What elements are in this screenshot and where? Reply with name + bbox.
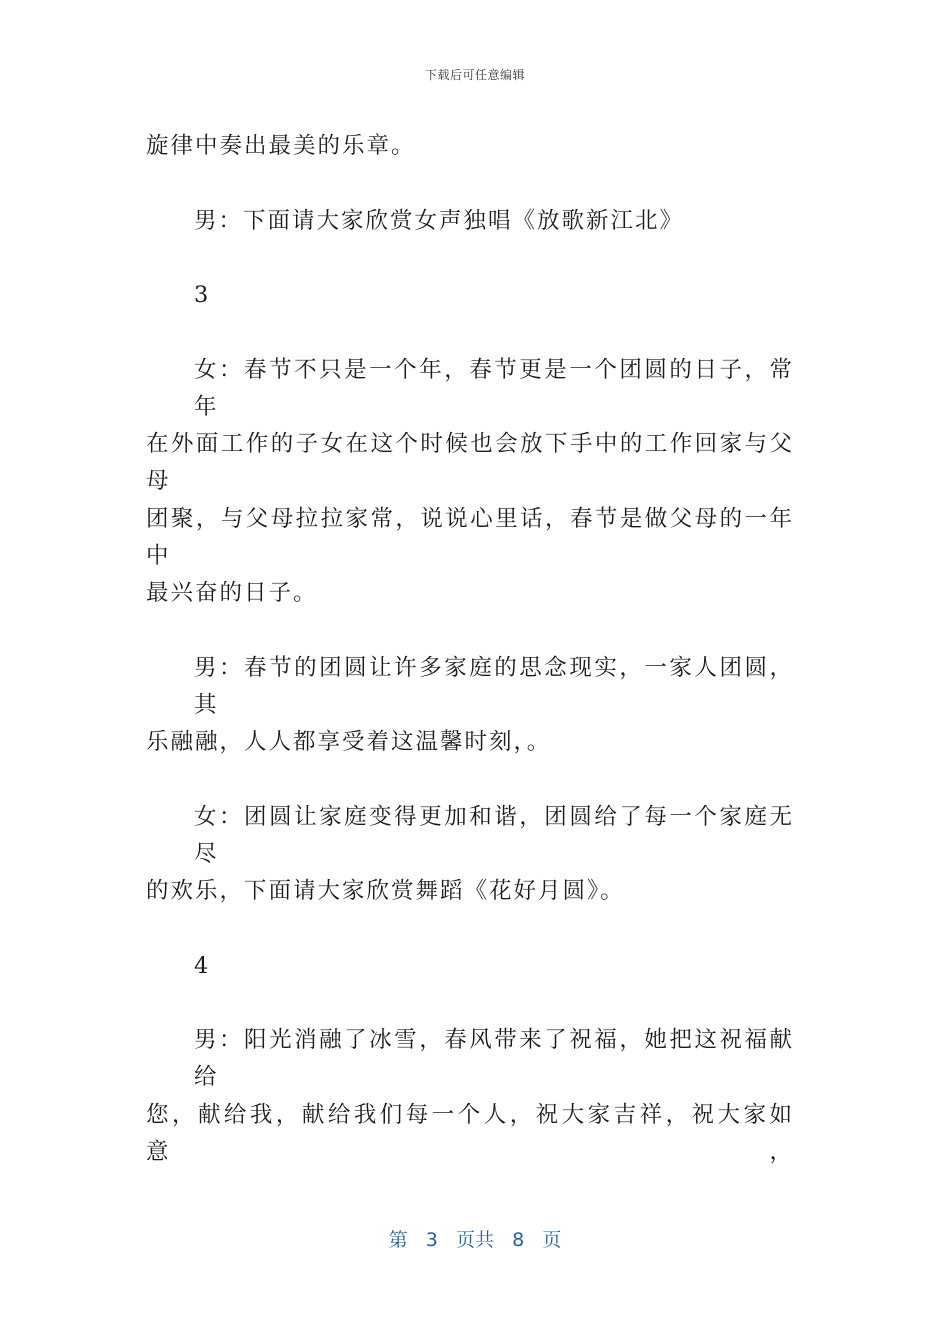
page-label-prefix: 第	[388, 1229, 408, 1251]
paragraph-line: 男：下面请大家欣赏女声独唱《放歌新江北》	[194, 207, 685, 234]
paragraph-line: 女：春节不只是一个年，春节更是一个团圆的日子，常年	[194, 356, 794, 420]
header-note: 下载后可任意编辑	[424, 68, 525, 82]
paragraph-line: 您，献给我，献给我们每一个人，祝大家吉祥，祝大家如意，	[146, 1101, 794, 1165]
paragraph-line: 在外面工作的子女在这个时候也会放下手中的工作回家与父母	[146, 431, 794, 494]
paragraph-line: 最兴奋的日子。	[146, 580, 318, 606]
document-body	[146, 128, 794, 1165]
current-page-number: 3	[425, 1229, 438, 1251]
section-number: 4	[194, 952, 211, 979]
paragraph-line: 男：阳光消融了冰雪，春风带来了祝福，她把这祝福献给	[194, 1027, 794, 1090]
paragraph-line: 的欢乐，下面请大家欣赏舞蹈《花好月圆》。	[146, 878, 625, 904]
paragraph-line: 团聚，与父母拉拉家常，说说心里话，春节是做父母的一年中	[146, 505, 794, 569]
total-pages-number: 8	[512, 1229, 525, 1251]
paragraph-line: 男：春节的团圆让许多家庭的思念现实，一家人团圆，其	[194, 654, 794, 718]
page-footer	[0, 1225, 950, 1252]
section-number: 3	[194, 282, 211, 308]
paragraph-line: 乐融融，人人都享受着这温馨时刻，。	[146, 729, 552, 755]
page-label-middle: 页共	[455, 1229, 494, 1251]
page-label-suffix: 页	[542, 1229, 562, 1251]
paragraph-line: 旋律中奏出最美的乐章。	[146, 133, 416, 159]
paragraph-line: 女：团圆让家庭变得更加和谐，团圆给了每一个家庭无尽	[194, 803, 794, 867]
